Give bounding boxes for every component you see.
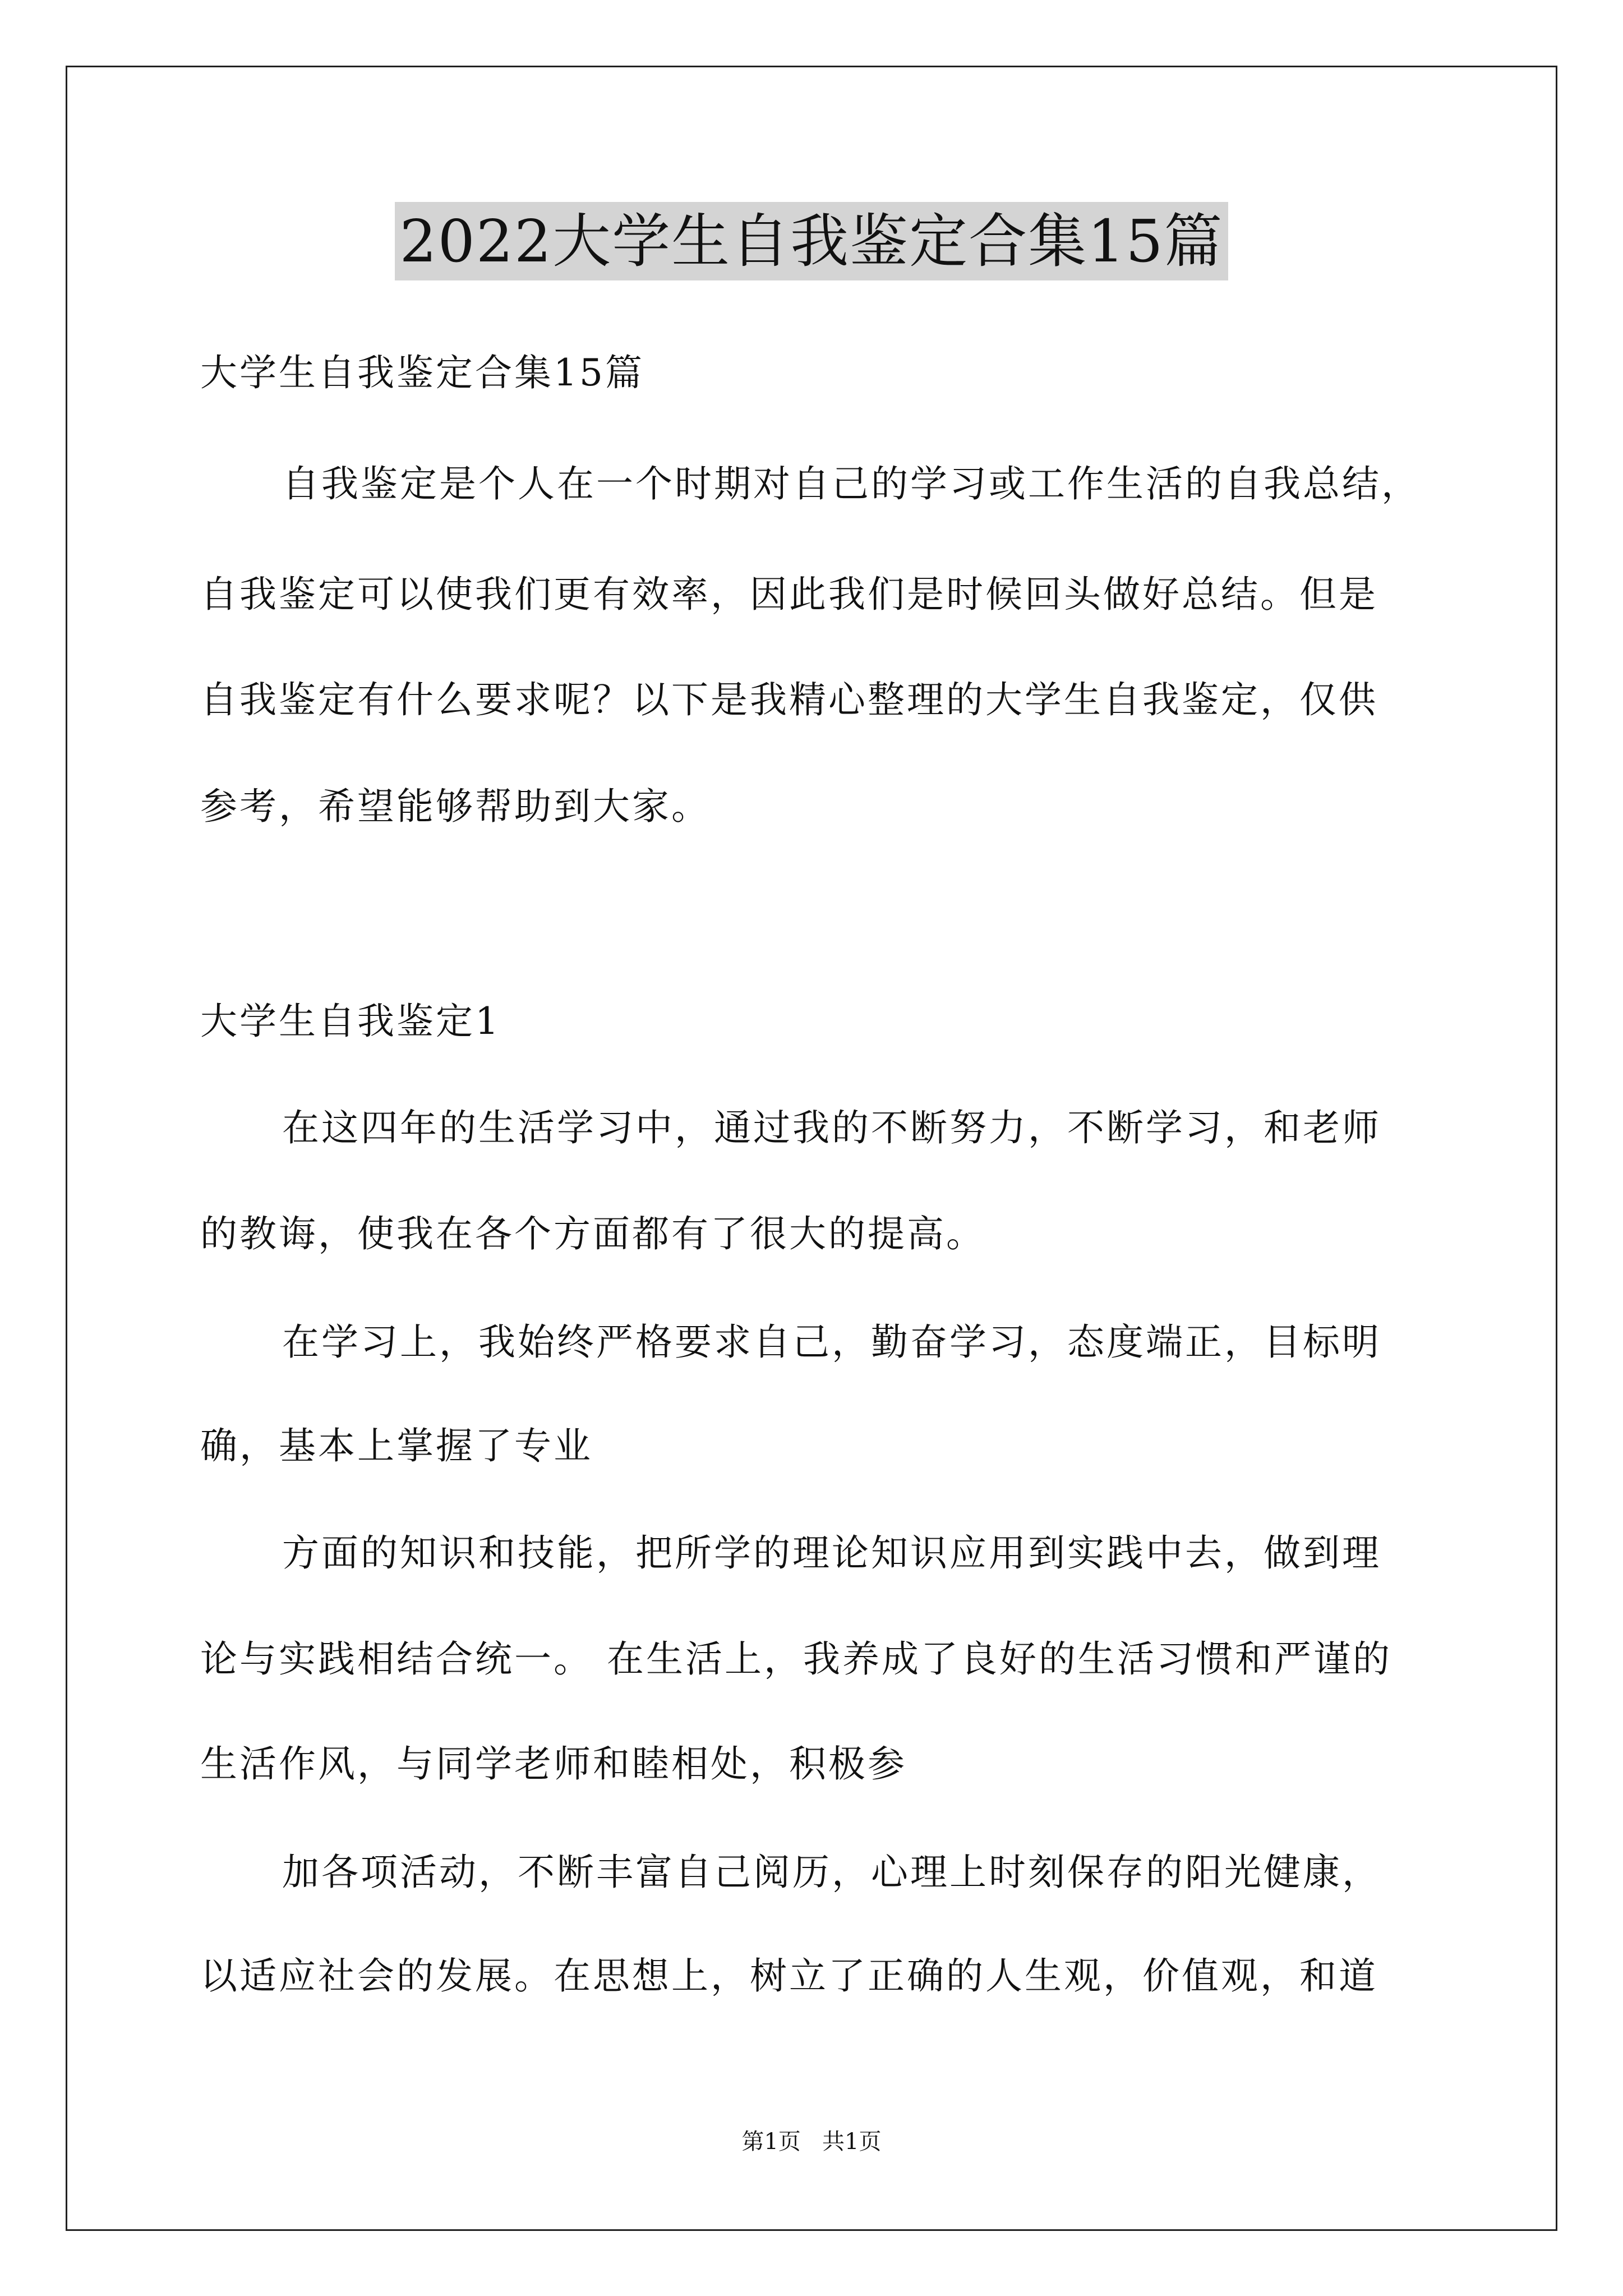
document-title: 2022大学生自我鉴定合集15篇: [395, 202, 1228, 280]
paragraph-line: 参考，希望能够帮助到大家。: [200, 785, 711, 828]
paragraph-line: 在学习上，我始终严格要求自己，勤奋学习，态度端正，目标明: [282, 1320, 1381, 1364]
paragraph-line: 的教诲，使我在各个方面都有了很大的提高。: [200, 1212, 985, 1255]
paragraph-line: 自我鉴定有什么要求呢？以下是我精心整理的大学生自我鉴定，仅供: [200, 678, 1378, 721]
paragraph-line: 以适应社会的发展。在思想上，树立了正确的人生观，价值观，和道: [200, 1954, 1378, 1998]
subtitle-line: 大学生自我鉴定合集15篇: [200, 351, 644, 394]
section-heading: 大学生自我鉴定1: [200, 1000, 501, 1043]
paragraph-line: 方面的知识和技能，把所学的理论知识应用到实践中去，做到理: [282, 1531, 1381, 1575]
paragraph-line: 自我鉴定可以使我们更有效率，因此我们是时候回头做好总结。但是: [200, 573, 1378, 616]
paragraph-line: 在这四年的生活学习中，通过我的不断努力，不断学习，和老师: [282, 1106, 1381, 1149]
paragraph-line: 论与实践相结合统一。 在生活上，我养成了良好的生活习惯和严谨的: [200, 1637, 1392, 1681]
paragraph-line: 生活作风，与同学老师和睦相处，积极参: [200, 1742, 907, 1786]
paragraph-line: 确，基本上掌握了专业: [200, 1424, 593, 1467]
paragraph-line: 自我鉴定是个人在一个时期对自己的学习或工作生活的自我总结，: [282, 462, 1421, 505]
paragraph-line: 加各项活动，不断丰富自己阅历，心理上时刻保存的阳光健康，: [282, 1851, 1381, 1894]
page-footer: 第1页 共1页: [741, 2129, 882, 2155]
title-container: [0, 202, 1623, 280]
